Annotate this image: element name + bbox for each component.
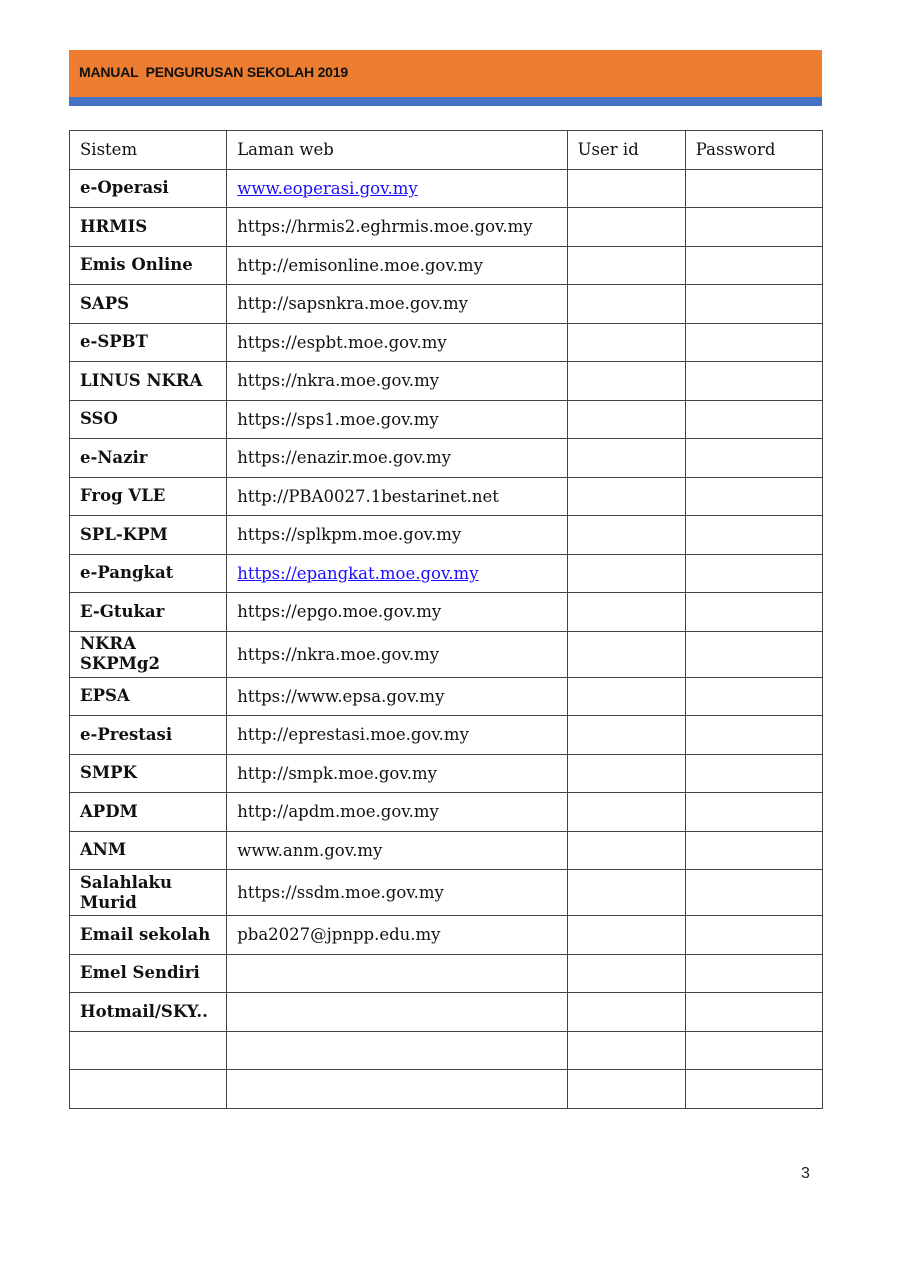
cell-password [685,593,822,632]
cell-password [685,916,822,955]
cell-password [685,677,822,716]
cell-sistem: Emis Online [70,246,227,285]
column-header-sistem: Sistem [70,131,227,170]
cell-password [685,169,822,208]
cell-laman-web: https://sps1.moe.gov.my [227,400,567,439]
cell-sistem: Emel Sendiri [70,954,227,993]
table-row [70,554,823,593]
table-row [70,754,823,793]
cell-user-id [567,1031,685,1070]
website-link[interactable]: https://epangkat.moe.gov.my [237,563,479,583]
table-row [70,246,823,285]
cell-laman-web: http://emisonline.moe.gov.my [227,246,567,285]
cell-user-id [567,916,685,955]
cell-sistem: Hotmail/SKY.. [70,993,227,1032]
cell-sistem: Salahlaku Murid [70,870,227,916]
cell-password [685,993,822,1032]
table-row [70,677,823,716]
cell-sistem: Frog VLE [70,477,227,516]
cell-password [685,285,822,324]
cell-password [685,208,822,247]
cell-sistem: ANM [70,831,227,870]
cell-user-id [567,208,685,247]
cell-password [685,631,822,677]
column-header-laman-web: Laman web [227,131,567,170]
cell-laman-web: https://splkpm.moe.gov.my [227,516,567,555]
cell-sistem [70,1070,227,1109]
cell-sistem: e-Pangkat [70,554,227,593]
table-row [70,477,823,516]
cell-sistem: e-Prestasi [70,716,227,755]
cell-laman-web: www.anm.gov.my [227,831,567,870]
cell-sistem: APDM [70,793,227,832]
cell-laman-web: https://www.epsa.gov.my [227,677,567,716]
website-link[interactable]: www.eoperasi.gov.my [237,178,418,198]
table-row [70,362,823,401]
cell-user-id [567,677,685,716]
table-row [70,993,823,1032]
table-row [70,593,823,632]
cell-password [685,1070,822,1109]
cell-user-id [567,362,685,401]
column-header-password: Password [685,131,822,170]
table-row [70,516,823,555]
cell-sistem: e-SPBT [70,323,227,362]
cell-laman-web: https://ssdm.moe.gov.my [227,870,567,916]
cell-user-id [567,323,685,362]
cell-laman-web: https://enazir.moe.gov.my [227,439,567,478]
cell-laman-web: pba2027@jpnpp.edu.my [227,916,567,955]
cell-sistem: LINUS NKRA [70,362,227,401]
cell-laman-web: https://nkra.moe.gov.my [227,631,567,677]
cell-laman-web: https://epgo.moe.gov.my [227,593,567,632]
table-row [70,439,823,478]
cell-user-id [567,954,685,993]
cell-password [685,477,822,516]
table-header-row [70,131,823,170]
table-row [70,631,823,677]
cell-password [685,793,822,832]
cell-laman-web [227,993,567,1032]
cell-laman-web: https://nkra.moe.gov.my [227,362,567,401]
cell-user-id [567,870,685,916]
cell-user-id [567,439,685,478]
cell-password [685,1031,822,1070]
systems-table [69,130,823,1109]
cell-user-id [567,631,685,677]
cell-laman-web [227,1070,567,1109]
cell-user-id [567,477,685,516]
table-row [70,716,823,755]
cell-password [685,516,822,555]
cell-laman-web [227,954,567,993]
table-row [70,1070,823,1109]
cell-user-id [567,716,685,755]
table-row [70,1031,823,1070]
cell-laman-web [227,554,567,593]
cell-sistem: SAPS [70,285,227,324]
document-title: MANUAL PENGURUSAN SEKOLAH 2019 [79,64,348,80]
cell-sistem: SSO [70,400,227,439]
cell-sistem: e-Operasi [70,169,227,208]
cell-laman-web: http://sapsnkra.moe.gov.my [227,285,567,324]
header-accent-bar [69,97,822,106]
table-row [70,831,823,870]
table-row [70,793,823,832]
cell-user-id [567,831,685,870]
cell-password [685,400,822,439]
cell-laman-web: http://smpk.moe.gov.my [227,754,567,793]
cell-laman-web: http://PBA0027.1bestarinet.net [227,477,567,516]
cell-sistem: e-Nazir [70,439,227,478]
cell-sistem: SMPK [70,754,227,793]
cell-sistem [70,1031,227,1070]
cell-user-id [567,516,685,555]
table-row [70,916,823,955]
table-row [70,954,823,993]
table-row [70,870,823,916]
cell-laman-web [227,1031,567,1070]
cell-password [685,831,822,870]
cell-user-id [567,169,685,208]
page-number: 3 [801,1165,810,1182]
cell-laman-web [227,169,567,208]
cell-password [685,362,822,401]
table-row [70,323,823,362]
cell-sistem: E-Gtukar [70,593,227,632]
cell-user-id [567,554,685,593]
cell-user-id [567,246,685,285]
cell-password [685,870,822,916]
cell-sistem: Email sekolah [70,916,227,955]
cell-user-id [567,754,685,793]
table-row [70,285,823,324]
column-header-user-id: User id [567,131,685,170]
cell-password [685,323,822,362]
cell-password [685,754,822,793]
cell-password [685,716,822,755]
cell-laman-web: https://espbt.moe.gov.my [227,323,567,362]
cell-laman-web: https://hrmis2.eghrmis.moe.gov.my [227,208,567,247]
cell-password [685,554,822,593]
cell-sistem: HRMIS [70,208,227,247]
cell-sistem: SPL-KPM [70,516,227,555]
cell-user-id [567,993,685,1032]
cell-sistem: NKRA SKPMg2 [70,631,227,677]
table-body [70,169,823,1108]
cell-user-id [567,285,685,324]
cell-laman-web: http://eprestasi.moe.gov.my [227,716,567,755]
cell-password [685,954,822,993]
cell-user-id [567,1070,685,1109]
table-row [70,169,823,208]
table-row [70,400,823,439]
cell-user-id [567,793,685,832]
cell-user-id [567,593,685,632]
cell-laman-web: http://apdm.moe.gov.my [227,793,567,832]
cell-password [685,439,822,478]
cell-sistem: EPSA [70,677,227,716]
cell-password [685,246,822,285]
table-row [70,208,823,247]
cell-user-id [567,400,685,439]
